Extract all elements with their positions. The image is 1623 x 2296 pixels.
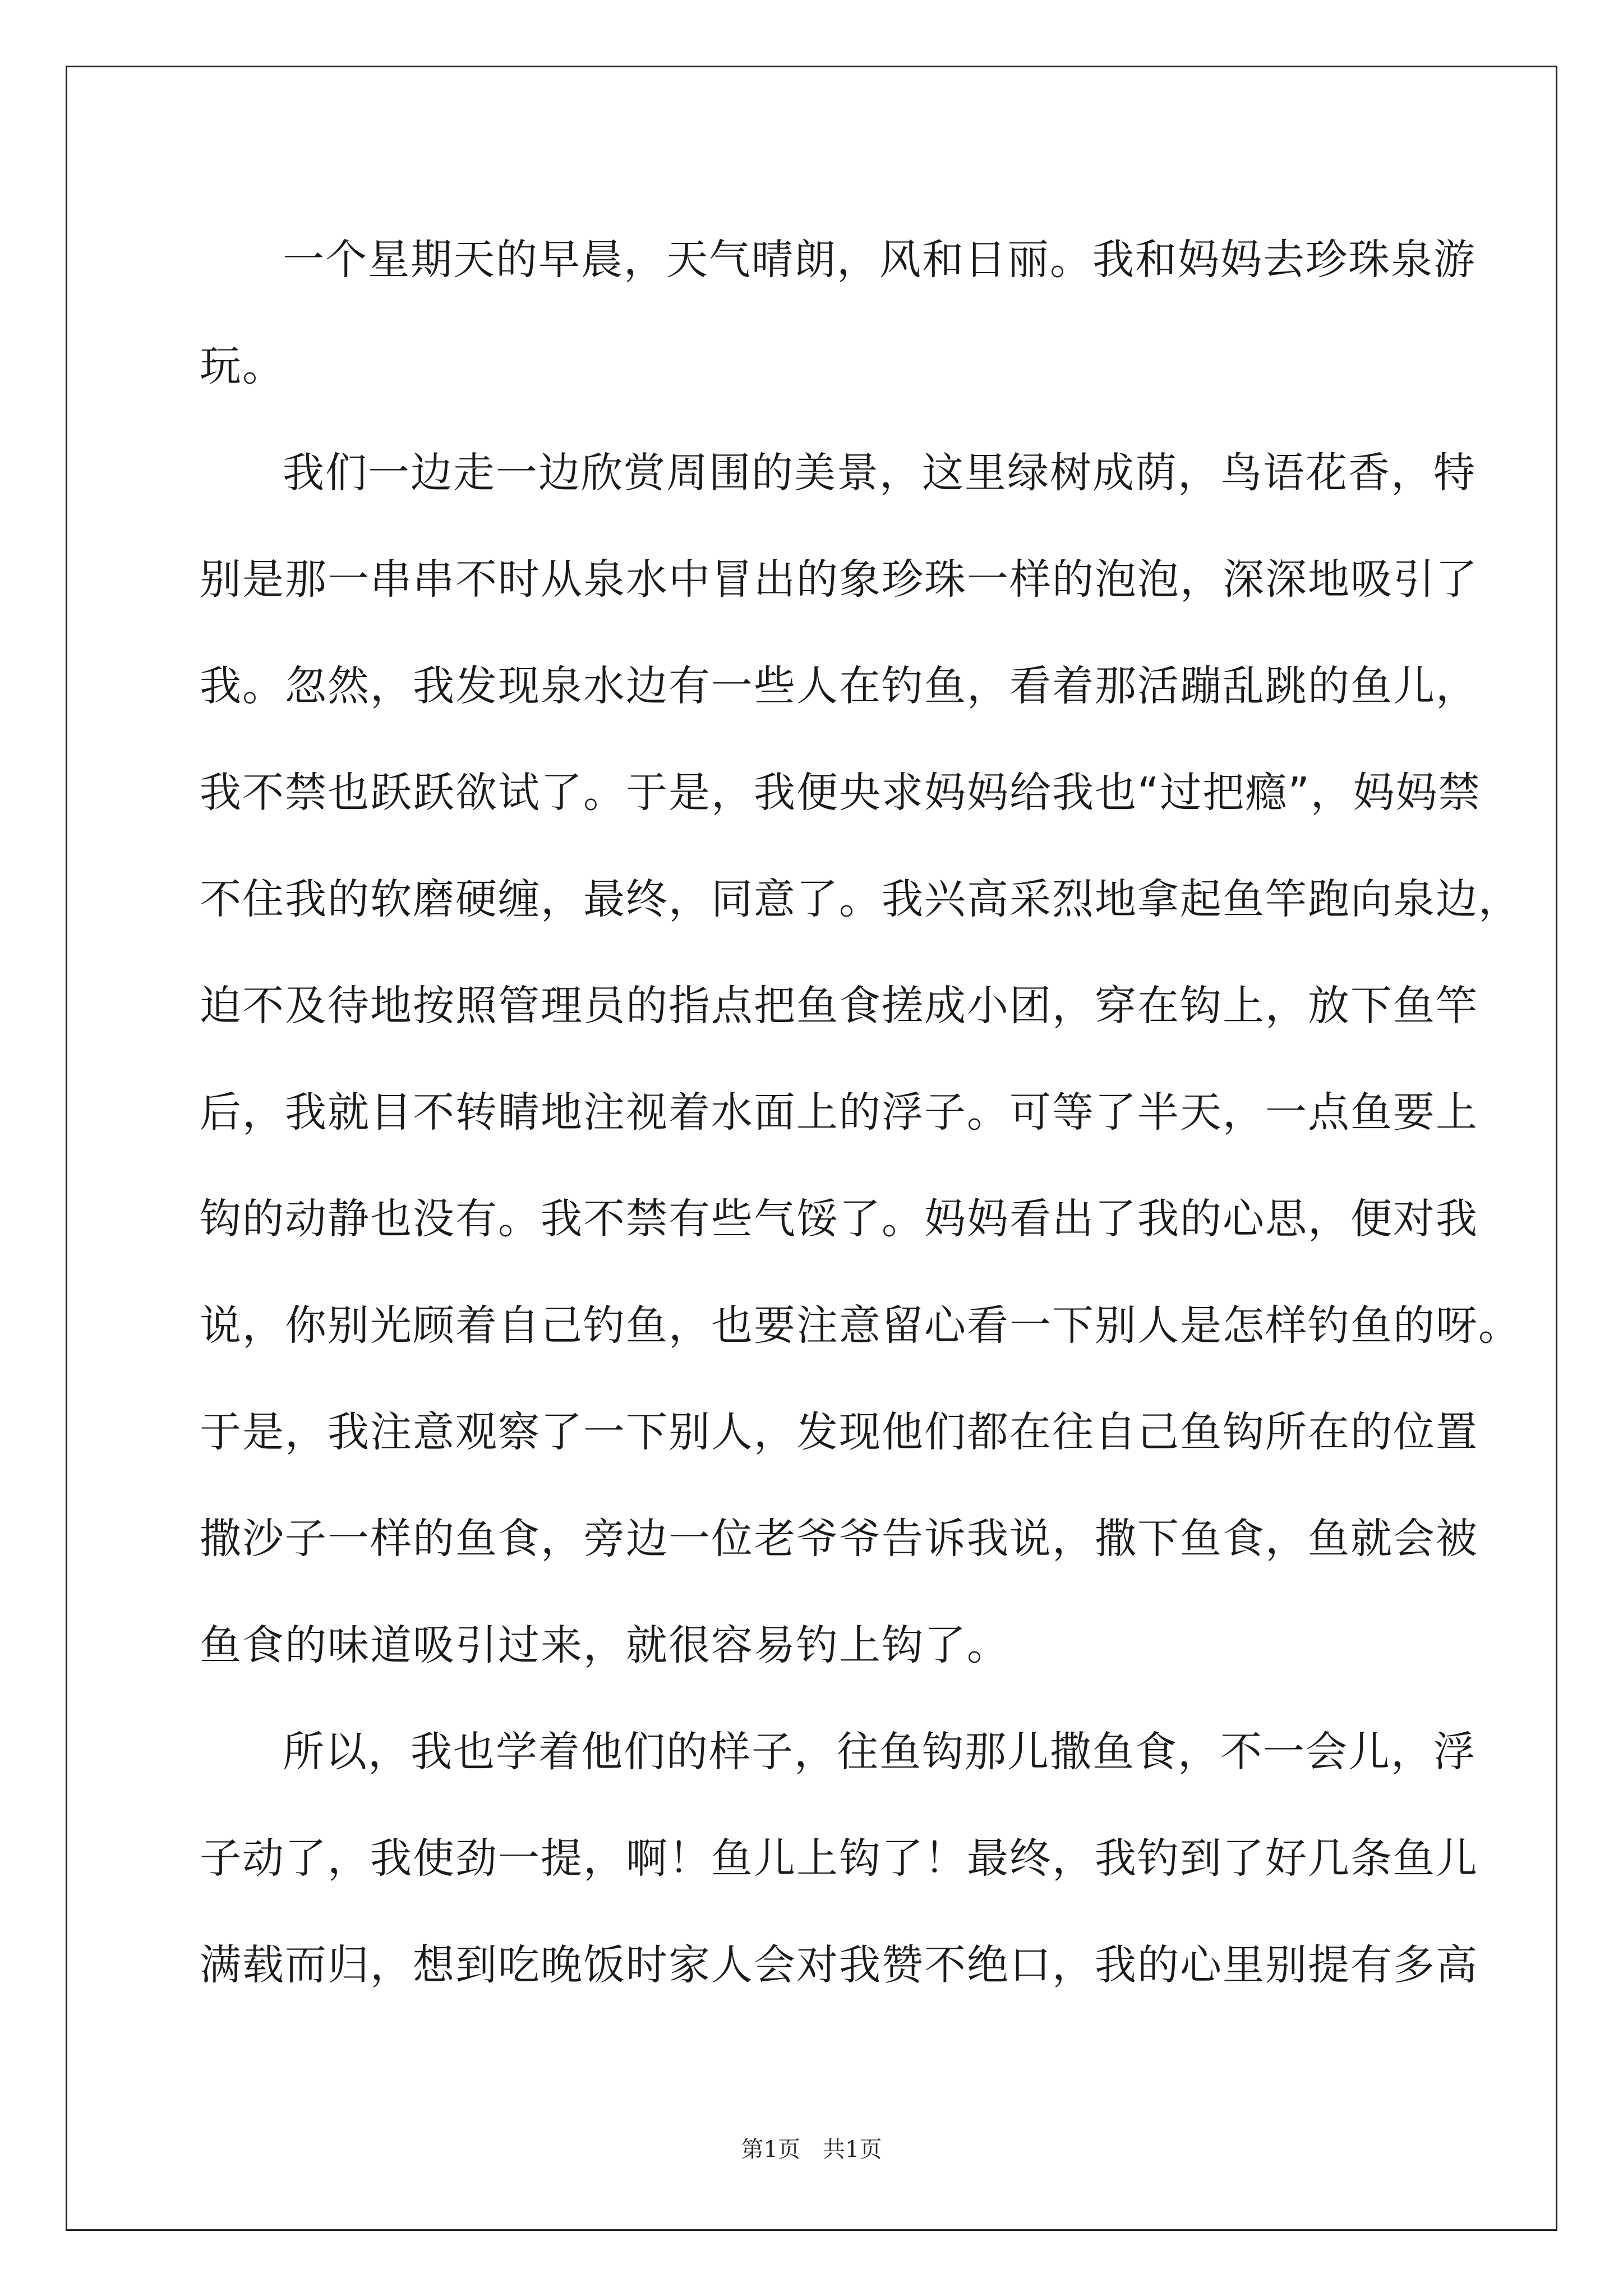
text-line: 子动了，我使劲一提，啊！鱼儿上钩了！最终，我钓到了好几条鱼儿 bbox=[200, 1834, 1478, 1883]
text-line: 玩。 bbox=[200, 342, 285, 390]
text-line: 我们一边走一边欣赏周围的美景，这里绿树成荫，鸟语花香，特 bbox=[283, 449, 1476, 497]
text-line: 满载而归，想到吃晚饭时家人会对我赞不绝口，我的心里别提有多高 bbox=[200, 1941, 1478, 1989]
text-line: 不住我的软磨硬缠，最终，同意了。我兴高采烈地拿起鱼竿跑向泉边， bbox=[200, 875, 1521, 923]
text-line: 我。忽然，我发现泉水边有一些人在钓鱼，看着那活蹦乱跳的鱼儿， bbox=[200, 662, 1478, 710]
text-line: 迫不及待地按照管理员的指点把鱼食搓成小团，穿在钩上，放下鱼竿 bbox=[200, 982, 1478, 1030]
text-line: 别是那一串串不时从泉水中冒出的象珍珠一样的泡泡，深深地吸引了 bbox=[200, 555, 1478, 604]
text-line: 我不禁也跃跃欲试了。于是，我便央求妈妈给我也“过把瘾”，妈妈禁 bbox=[200, 769, 1481, 817]
text-line: 后，我就目不转睛地注视着水面上的浮子。可等了半天，一点鱼要上 bbox=[200, 1088, 1478, 1137]
text-line: 所以，我也学着他们的样子，往鱼钩那儿撒鱼食，不一会儿，浮 bbox=[283, 1728, 1476, 1776]
text-line: 钩的动静也没有。我不禁有些气馁了。妈妈看出了我的心思，便对我 bbox=[200, 1195, 1478, 1243]
text-line: 鱼食的味道吸引过来，就很容易钓上钩了。 bbox=[200, 1621, 1009, 1669]
text-line: 于是，我注意观察了一下别人，发现他们都在往自己鱼钩所在的位置 bbox=[200, 1408, 1478, 1456]
text-line: 撒沙子一样的鱼食，旁边一位老爷爷告诉我说，撒下鱼食，鱼就会被 bbox=[200, 1515, 1478, 1563]
page-number-footer: 第1页 共1页 bbox=[741, 2137, 882, 2162]
document-body bbox=[200, 206, 1521, 2018]
text-line: 说，你别光顾着自己钓鱼，也要注意留心看一下别人是怎样钓鱼的呀。 bbox=[200, 1301, 1521, 1350]
text-line: 一个星期天的早晨，天气晴朗，风和日丽。我和妈妈去珍珠泉游 bbox=[283, 236, 1476, 284]
